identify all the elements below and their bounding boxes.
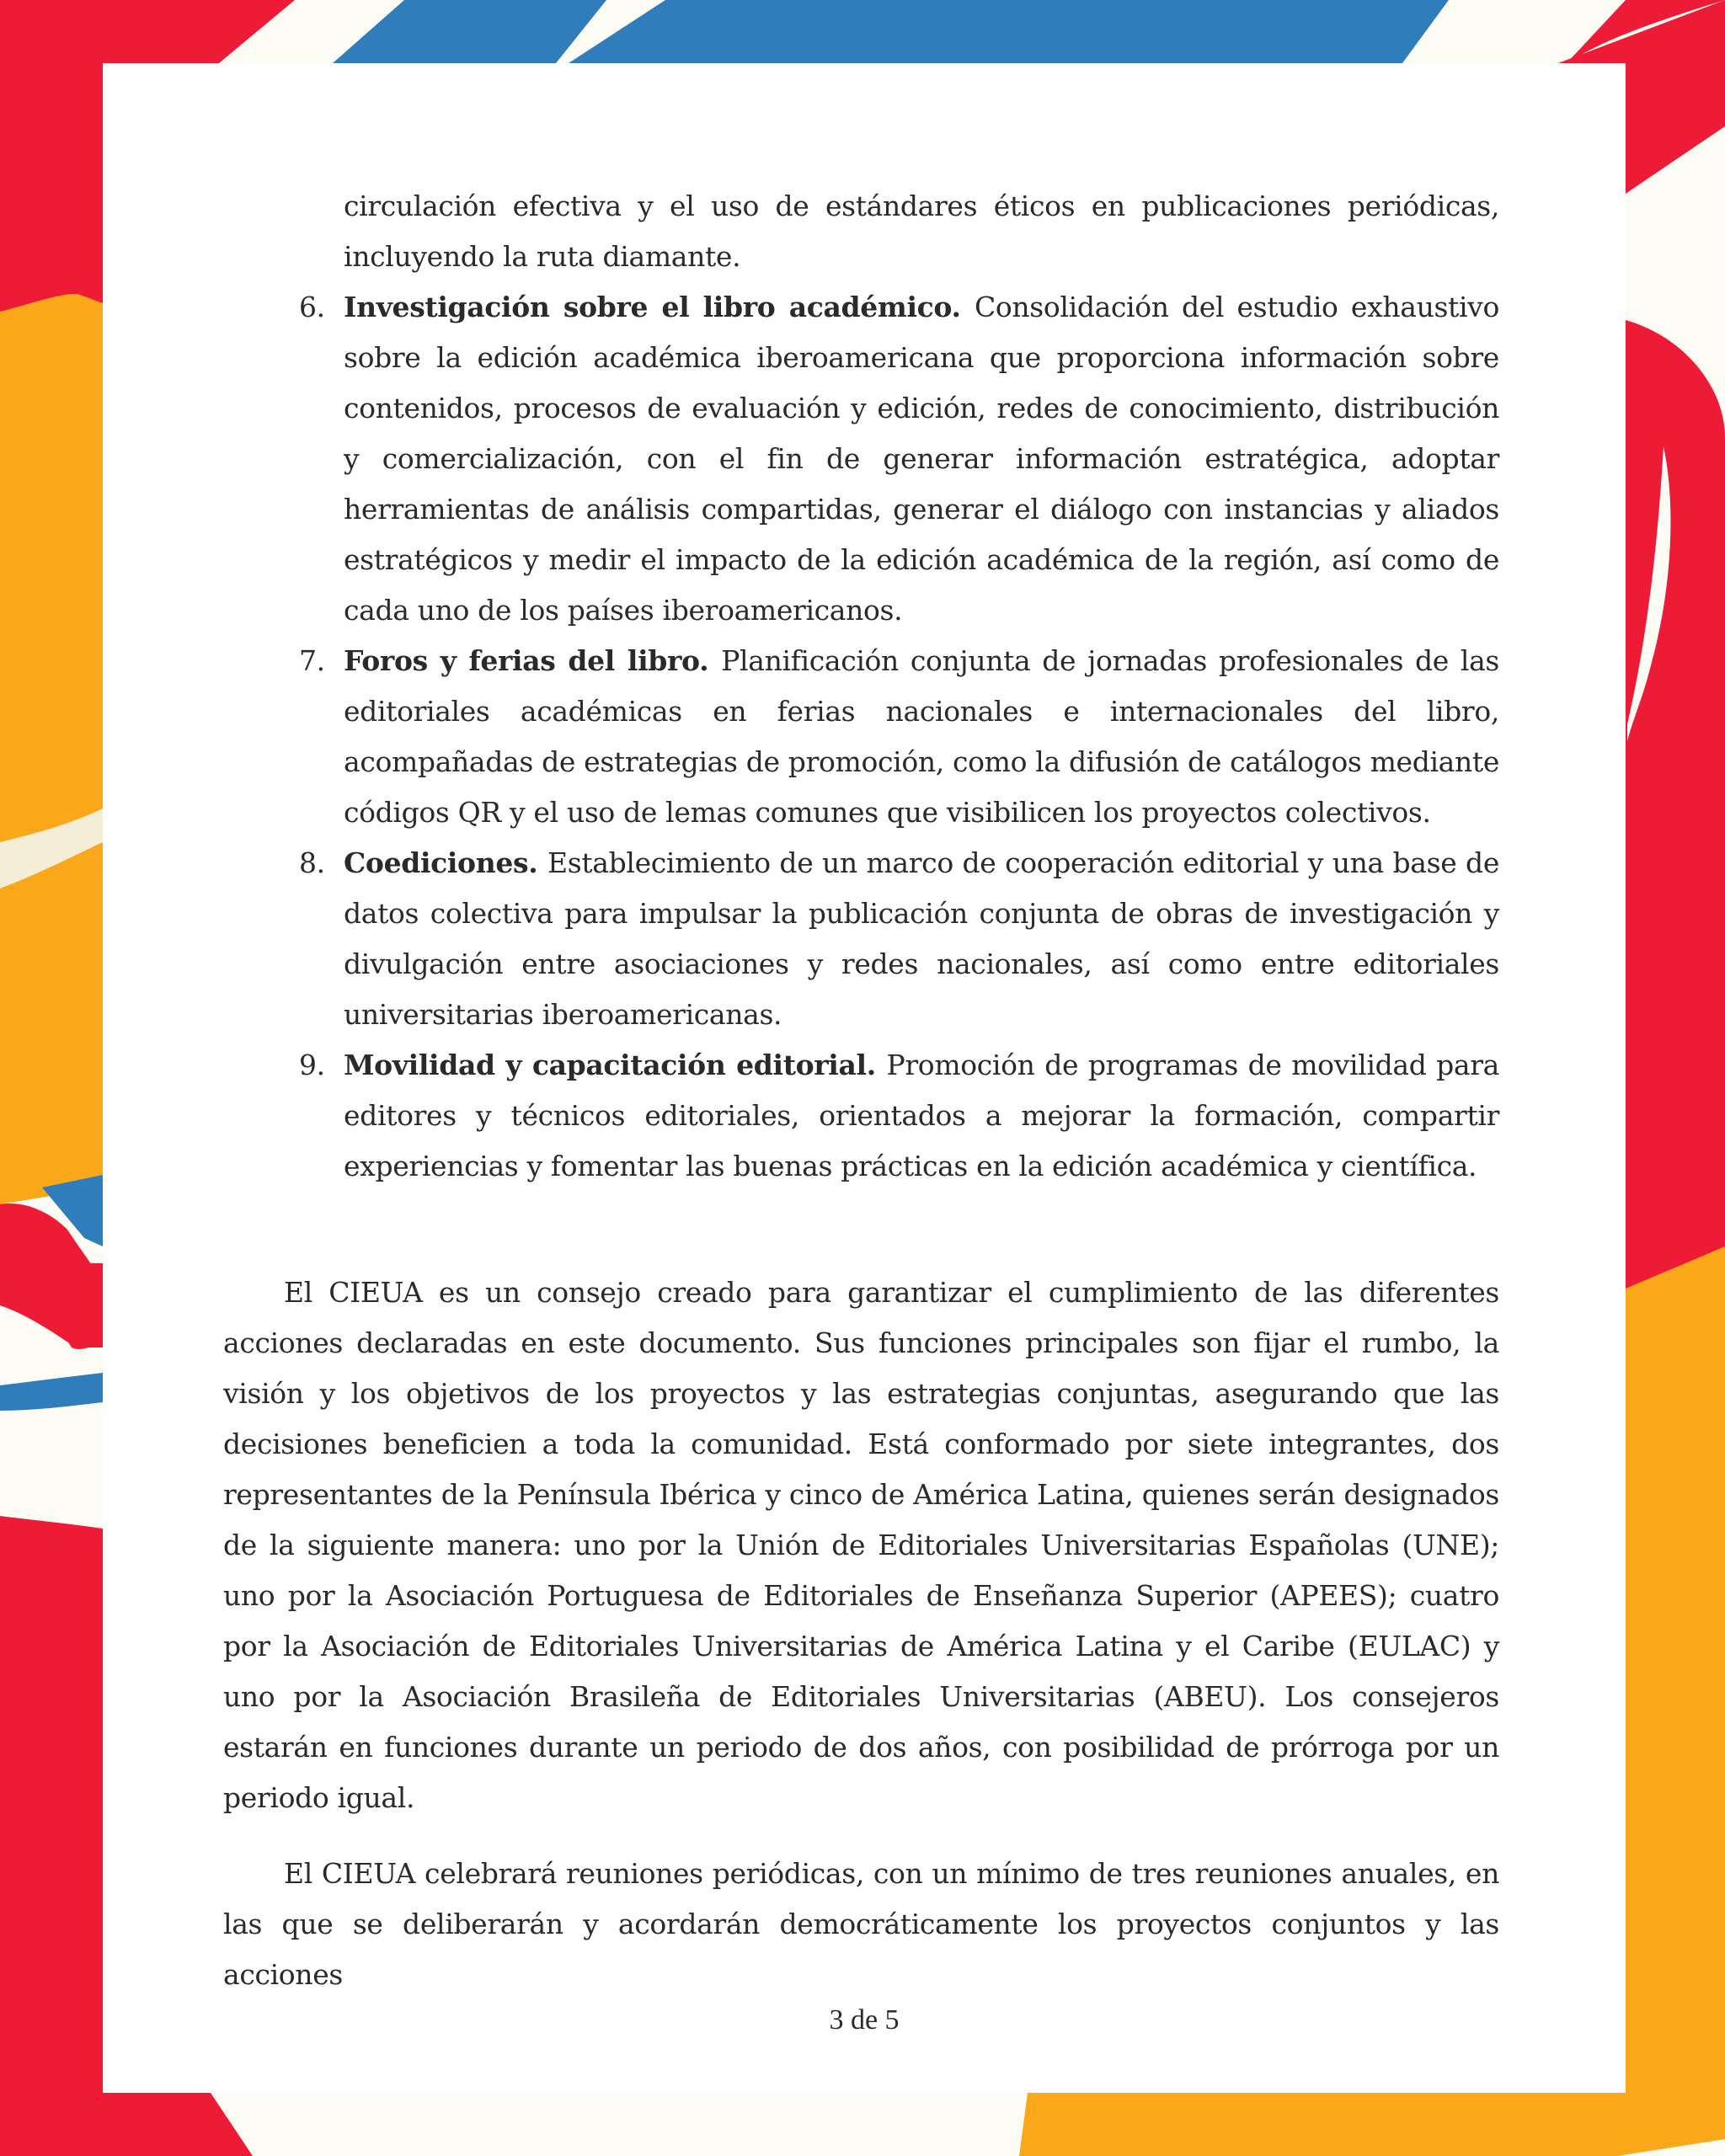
page-number: 3 de 5 <box>829 2004 900 2036</box>
continuation-text: circulación efectiva y el uso de estándares éticos en publicaciones periódicas, incluyendo la ruta diamante. <box>344 189 1499 273</box>
paragraph-cieua-council: El CIEUA es un consejo creado para garantizar el cumplimiento de las diferentes acciones declaradas en este documento. Sus funciones principales son fijar el rumbo, la visión y los objetivos de los proyectos y las estrategias conjuntas, asegurando que las decisiones beneficien a toda la comunidad. Está conformado por siete integrantes, dos representantes de la Península Ibérica y cinco de América Latina, quienes serán designados de la siguiente manera: uno por la Unión de Editoriales Universitarias Españolas (UNE); uno por la Asociación Portuguesa de Editoriales de Enseñanza Superior (APEES); cuatro por la Asociación de Editoriales Universitarias de América Latina y el Caribe (EULAC) y uno por la Asociación Brasileña de Editoriales Universitarias (ABEU). Los consejeros estarán en funciones durante un periodo de dos años, con posibilidad de prórroga por un periodo igual. <box>223 1276 1499 1814</box>
list-item-body: Consolidación del estudio exhaustivo sobre la edición académica iberoamericana que proporciona información sobre contenidos, procesos de evaluación y edición, redes de conocimiento, distribución y comercialización, con el fin de generar información estratégica, adoptar herramientas de análisis compartidas, generar el diálogo con instancias y aliados estratégicos y medir el impacto de la edición académica de la región, así como de cada uno de los países iberoamericanos. <box>344 291 1499 627</box>
list-item-title: Coediciones. <box>344 846 548 879</box>
brushstroke-blue-top-2 <box>569 0 1449 63</box>
list-item <box>223 1040 1499 1192</box>
paragraph-cieua-meetings: El CIEUA celebrará reuniones periódicas, con un mínimo de tres reuniones anuales, en las que se deliberarán y acordarán democráticamente los proyectos conjuntos y las acciones <box>223 1857 1499 1991</box>
list-item <box>223 282 1499 636</box>
spacer <box>223 1192 1499 1267</box>
document-page <box>103 63 1626 2093</box>
list-item-title: Movilidad y capacitación editorial. <box>344 1049 887 1081</box>
list-item-continuation <box>223 181 1499 282</box>
list-item <box>223 838 1499 1040</box>
brushstroke-red-left-2 <box>0 1263 103 1348</box>
spacer <box>223 1823 1499 1849</box>
brushstroke-orange-left <box>0 294 103 1204</box>
brushstroke-blue-left-lower <box>0 1373 103 1411</box>
list-item-body: Establecimiento de un marco de cooperación editorial y una base de datos colectiva para impulsar la publicación conjunta de obras de investigación y divulgación entre asociaciones y redes nacionales, así como entre editoriales universitarias iberoamericanas. <box>344 846 1499 1031</box>
list-item <box>223 636 1499 838</box>
list-item-title: Investigación sobre el libro académico. <box>344 291 975 323</box>
list-item-number: 7. <box>299 644 325 677</box>
document-body <box>223 181 1499 2000</box>
brushstroke-orange-bottom <box>1019 2093 1626 2156</box>
numbered-list <box>223 181 1499 1192</box>
list-item-number: 8. <box>299 846 325 879</box>
list-item-number: 9. <box>299 1049 325 1081</box>
list-item-number: 6. <box>299 291 325 323</box>
list-item-body: Planificación conjunta de jornadas profesionales de las editoriales académicas en ferias nacionales e internacionales del libro, acompañadas de estrategias de promoción, como la difusión de catálogos mediante códigos QR y el uso de lemas comunes que visibilicen los proyectos colectivos. <box>344 644 1500 829</box>
brushstroke-blue-top <box>333 0 606 63</box>
list-item-body: Promoción de programas de movilidad para editores y técnicos editoriales, orientados a mejorar la formación, compartir experiencias y fomentar las buenas prácticas en la edición académica y científica. <box>344 1049 1499 1182</box>
list-item-title: Foros y ferias del libro. <box>344 644 722 677</box>
